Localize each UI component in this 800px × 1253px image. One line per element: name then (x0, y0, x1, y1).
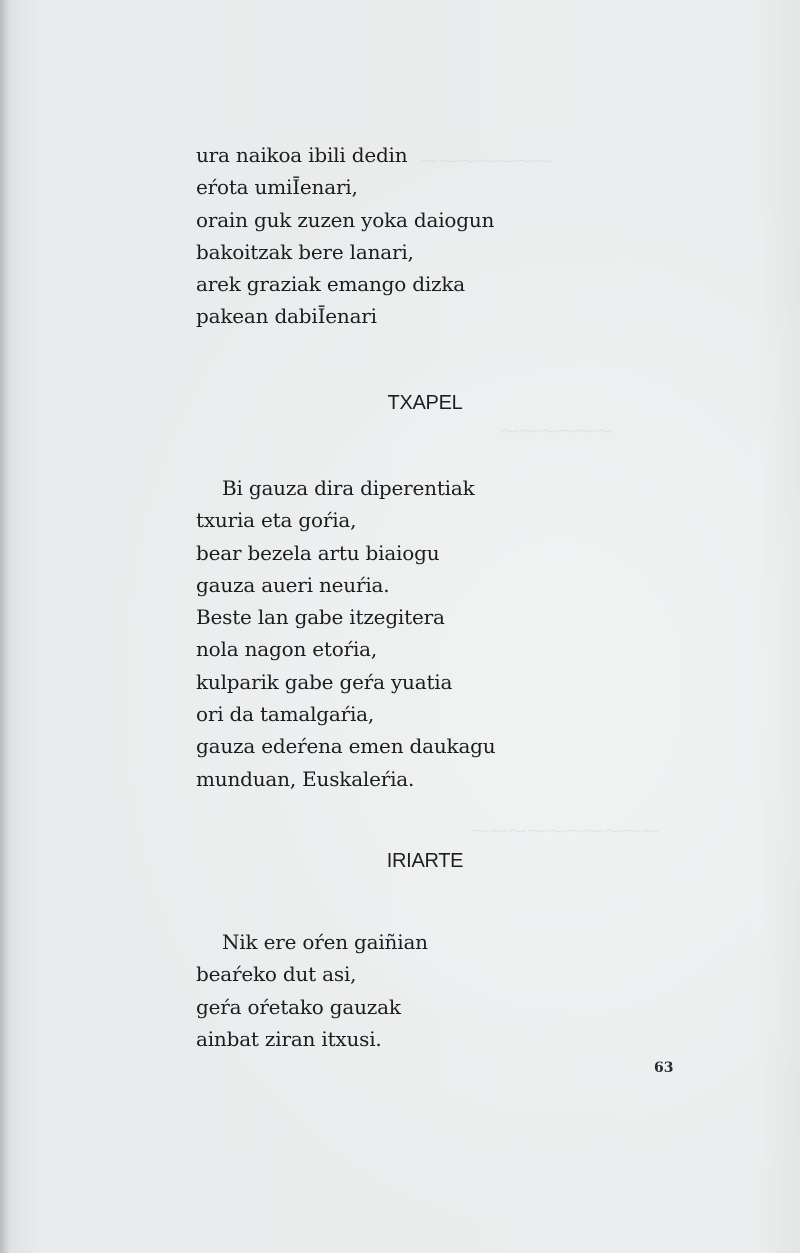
poem-stanza-txapel (196, 472, 576, 795)
poem-line: gauza aueri neuŕia. (196, 572, 390, 597)
page-number: 63 (654, 1060, 674, 1076)
poem-line: Nik ere oŕen gaiñian (222, 930, 428, 954)
poem-line: beaŕeko dut asi, (196, 962, 357, 987)
page-binding-edge (0, 0, 10, 1253)
poem-stanza-1 (196, 139, 576, 333)
show-through-texture: ⁓⁓⁓⁓⁓⁓⁓ (420, 150, 553, 172)
poem-line: Bi gauza dira diperentiak (222, 476, 475, 500)
poem-line: ori da tamalgaŕia, (196, 702, 375, 727)
poem-line: geŕa oŕetako gauzak (196, 994, 401, 1019)
poem-line: ainbat ziran itxusi. (196, 1026, 382, 1051)
poem-line: ura naikoa ibili dedin (196, 143, 408, 167)
poem-line: Beste lan gabe itzegitera (196, 605, 445, 630)
show-through-texture: ⁓⁓⁓⁓⁓⁓ (500, 420, 614, 442)
section-heading-iriarte: IRIARTE (386, 850, 464, 872)
section-heading-txapel: TXAPEL (387, 392, 463, 414)
poem-line: eŕota umiĪenari, (196, 175, 358, 200)
poem-line: txuria eta goŕia, (196, 508, 357, 533)
show-through-texture: ⁓⁓⁓⁓⁓⁓⁓⁓⁓⁓ (470, 820, 660, 842)
poem-line: nola nagon etoŕia, (196, 637, 378, 662)
poem-line: orain guk zuzen yoka daiogun (196, 207, 495, 232)
poem-line: bakoitzak bere lanari, (196, 239, 414, 264)
poem-line: arek graziak emango dizka (196, 272, 466, 297)
poem-line: kulparik gabe geŕa yuatia (196, 669, 453, 694)
poem-line: pakean dabiĪenari (196, 304, 377, 329)
poem-line: bear bezela artu biaiogu (196, 540, 440, 565)
poem-line: munduan, Euskaleŕia. (196, 766, 415, 791)
poem-stanza-iriarte (196, 926, 576, 1055)
poem-line: gauza edeŕena emen daukagu (196, 734, 496, 759)
